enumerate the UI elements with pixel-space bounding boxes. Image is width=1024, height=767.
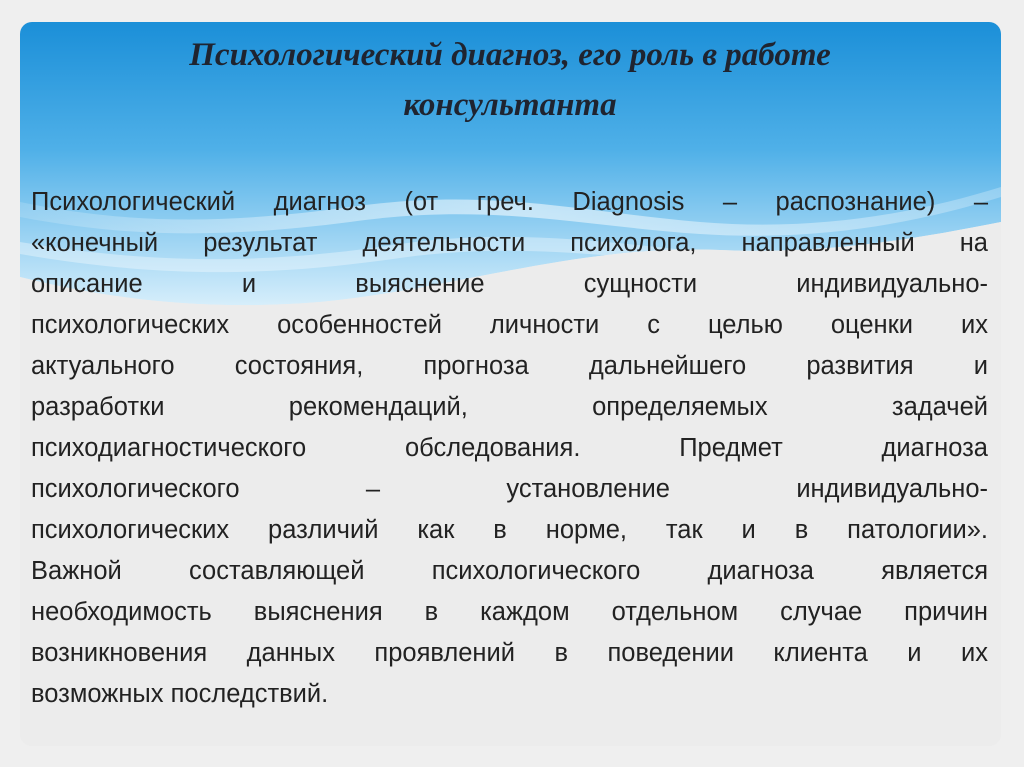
body-line: актуального состояния, прогноза дальнейшего развития и [31, 352, 988, 380]
body-line: психодиагностического обследования. Предмет диагноза [31, 434, 988, 462]
body-line: психологического – установление индивидуально- [31, 475, 988, 503]
body-line: психологических особенностей личности с целью оценки их [31, 311, 988, 339]
body-line: Важной составляющей психологического диагноза является [31, 557, 988, 585]
body-line: Психологический диагноз (от греч. Diagnosis – распознание) – [31, 188, 988, 216]
body-paragraph [31, 182, 988, 715]
content-panel [20, 22, 1001, 746]
body-line: возможных последствий. [31, 680, 329, 708]
body-line: необходимость выяснения в каждом отдельном случае причин [31, 598, 988, 626]
slide-title: Психологический диагноз, его роль в работе консультанта [189, 37, 831, 123]
body-line: «конечный результат деятельности психолога, направленный на [31, 229, 988, 257]
body-line: разработки рекомендаций, определяемых задачей [31, 393, 988, 421]
body-line: психологических различий как в норме, так и в патологии». [31, 516, 988, 544]
body-line: описание и выяснение сущности индивидуально- [31, 270, 988, 298]
body-line: возникновения данных проявлений в поведении клиента и их [31, 639, 988, 667]
